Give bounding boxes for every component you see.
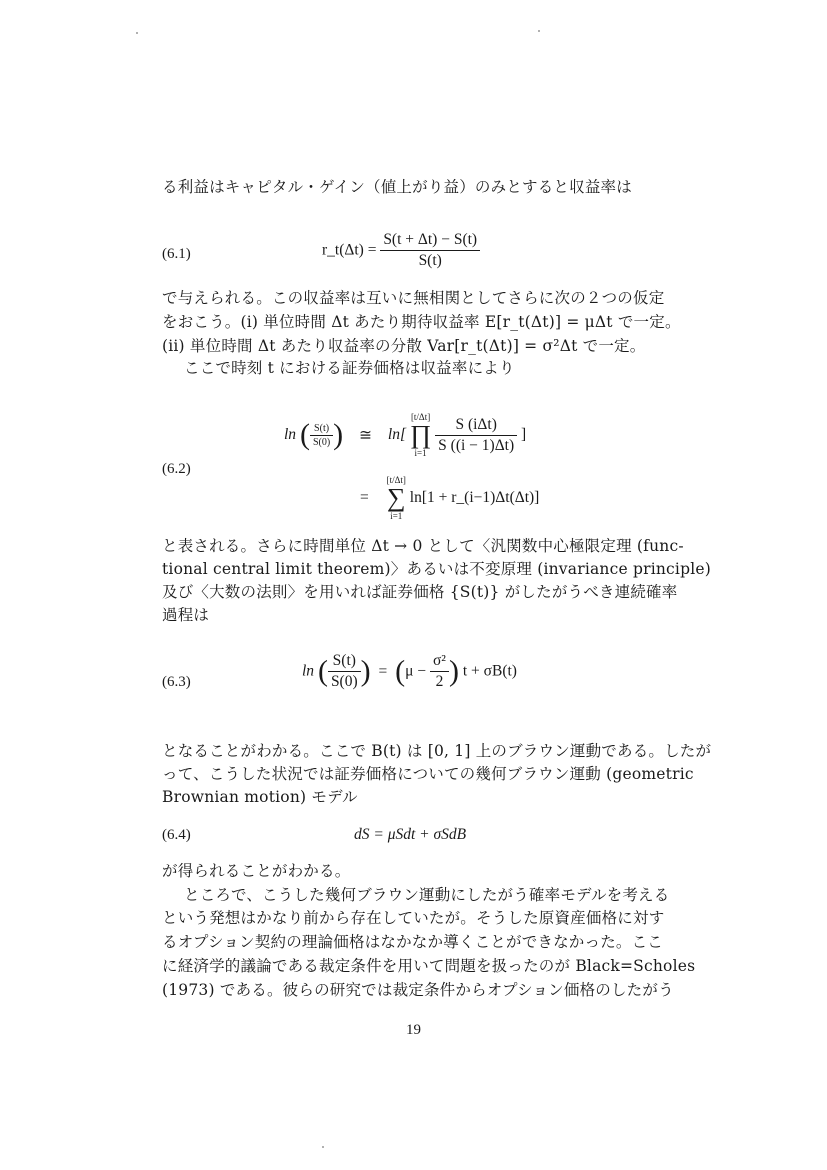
eq-numerator: S(t) (328, 652, 361, 672)
product-lower: i=1 (414, 448, 427, 458)
equation-number: (6.3) (162, 674, 191, 690)
text-line: Brownian motion) モデル (162, 788, 358, 806)
eq-bracket-close: ] (521, 426, 527, 443)
right-paren: ) (448, 654, 459, 688)
right-paren: ) (333, 418, 344, 451)
equation-number: (6.1) (162, 246, 191, 262)
equation-6-4: dS = μSdt + σSdB (354, 826, 467, 843)
equation-6-3 (302, 652, 517, 691)
text-line: 過程は (162, 606, 210, 624)
eq-equals: = (360, 489, 369, 506)
eq-fraction (328, 652, 361, 691)
sum-lower: i=1 (390, 511, 403, 521)
scan-speck (538, 30, 540, 32)
text-line: をおこう。(i) 単位時間 Δt あたり期待収益率 E[r_t(Δt)] = μΔt で一定。 (162, 313, 681, 331)
eq-denominator: 2 (435, 673, 444, 690)
left-paren: ( (317, 654, 328, 688)
sum-symbol: ∑ (387, 483, 406, 512)
equation-6-1 (322, 231, 480, 270)
eq-ln-bracket: ln[ (387, 426, 407, 443)
text-line: る利益はキャピタル・ゲイン（値上がり益）のみとすると収益率は (162, 178, 632, 196)
eq-numerator: S(t) (310, 423, 333, 436)
left-paren: ( (299, 418, 310, 451)
eq-approx: ≅ (359, 426, 373, 444)
equation-6-2-row2 (360, 475, 539, 521)
eq-fraction (430, 652, 449, 691)
eq-equals: = (378, 662, 388, 680)
eq-lhs: r_t(Δt) = (322, 241, 377, 259)
text-line: となることがわかる。ここで B(t) は [0, 1] 上のブラウン運動である。したが (162, 742, 712, 760)
eq-denominator: S ((i − 1)Δt) (438, 436, 515, 454)
text-line: に経済学的議論である裁定条件を用いて問題を扱ったのが Black=Scholes (162, 957, 696, 975)
eq-fraction (310, 423, 333, 448)
text-line: と表される。さらに時間単位 Δt → 0 として〈汎関数中心極限定理 (func- (162, 537, 684, 555)
eq-denominator: S(0) (312, 436, 331, 448)
eq-ln: ln (284, 426, 297, 443)
sum-upper: [t/Δt] (386, 475, 406, 485)
text-line: で与えられる。この収益率は互いに無相関としてさらに次の２つの仮定 (162, 289, 665, 307)
product-upper: [t/Δt] (410, 412, 431, 422)
eq-fraction (435, 416, 517, 455)
page-number: 19 (406, 1022, 421, 1038)
text-line: (1973) である。彼らの研究では裁定条件からオプション価格のしたがう (162, 981, 674, 999)
eq-numerator: S(t + Δt) − S(t) (380, 231, 480, 251)
eq-denominator: S(0) (330, 673, 358, 690)
text-line: ここで時刻 t における証券価格は収益率により (184, 359, 515, 377)
eq-denominator: S(t) (418, 252, 442, 269)
eq-tail: t + σB(t) (462, 662, 517, 680)
product-operator (410, 412, 431, 458)
equation-6-2-row1 (284, 412, 526, 458)
text-line: ところで、こうした幾何ブラウン運動にしたがう確率モデルを考える (184, 886, 670, 904)
sum-operator (387, 475, 406, 521)
product-symbol: ∏ (409, 420, 432, 449)
text-line: という発想はかなり前から存在していたが。そうした原資産価格に対す (162, 909, 665, 927)
right-paren: ) (360, 654, 371, 688)
eq-numerator: S (iΔt) (435, 416, 517, 436)
text-line: tional central limit theorem)〉あるいは不変原理 (invariance principle) (162, 560, 711, 578)
scan-speck (136, 32, 138, 34)
eq-fraction (380, 231, 480, 270)
text-line: が得られることがわかる。 (162, 862, 351, 880)
text-line: って、こうした状況では証券価格についての幾何ブラウン運動 (geometric (162, 765, 694, 783)
eq-ln: ln (302, 662, 315, 680)
eq-numerator: σ² (430, 652, 449, 672)
text-line: るオプション契約の理論価格はなかなか導くことができなかった。ここ (162, 933, 664, 951)
equation-number: (6.2) (162, 461, 191, 477)
eq-mu: μ − (405, 662, 427, 680)
scan-speck (322, 1146, 324, 1148)
equation-number: (6.4) (162, 827, 191, 843)
left-paren: ( (395, 654, 406, 688)
eq-sum-body: ln[1 + r_(i−1)Δt(Δt)] (409, 489, 540, 506)
text-line: 及び〈大数の法則〉を用いれば証券価格 {S(t)} がしたがうべき連続確率 (162, 583, 678, 601)
text-line: (ii) 単位時間 Δt あたり収益率の分散 Var[r_t(Δt)] = σ²Δt で一定。 (162, 337, 646, 355)
